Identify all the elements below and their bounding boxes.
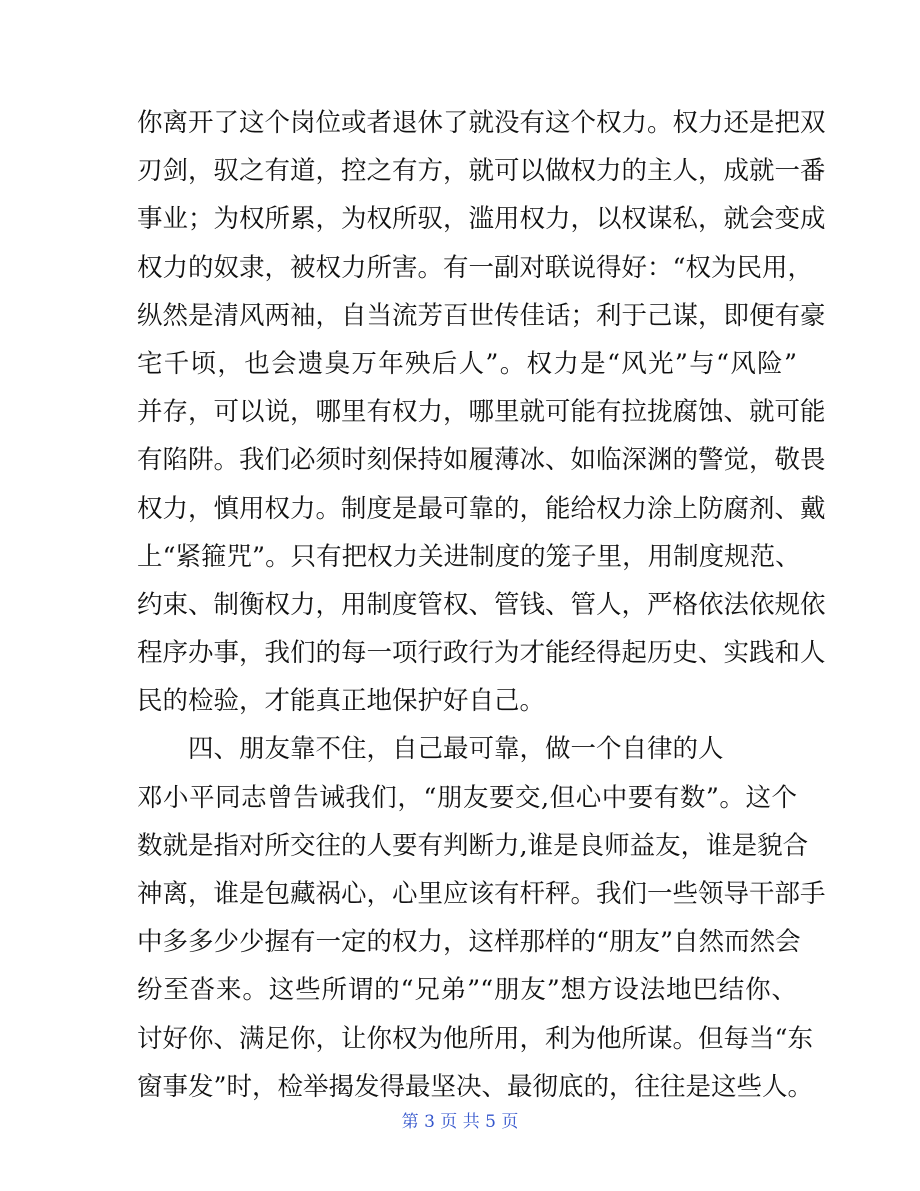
text-line: 宅千顷，也会遗臭万年殃后人”。权力是“风光”与“风险” (137, 348, 797, 379)
text-line: 中多多少少握有一定的权力，这样那样的“朋友”自然而然会 (137, 927, 801, 958)
text-line: 邓小平同志曾告诫我们，“朋友要交,但心中要有数”。这个 (137, 782, 797, 813)
document-body (137, 99, 826, 1111)
text-line: 讨好你、满足你，让你权为他所用，利为他所谋。但每当“东 (137, 1023, 814, 1054)
text-line: 有陷阱。我们必须时刻保持如履薄冰、如临深渊的警觉，敬畏 (137, 445, 826, 476)
page-footer (0, 1110, 920, 1134)
text-line: 纷至沓来。这些所谓的“兄弟”“朋友”想方设法地巴结你、 (137, 975, 797, 1006)
text-line: 权力的奴隶，被权力所害。有一副对联说得好：“权为民用， (137, 252, 814, 283)
text-line: 约束、制衡权力，用制度管权、管钱、管人，严格依法依规依 (137, 589, 826, 620)
text-line: 窗事发”时，检举揭发得最坚决、最彻底的，往往是这些人。 (137, 1071, 814, 1102)
section-heading: 四、朋友靠不住，自己最可靠，做一个自律的人 (188, 734, 724, 765)
text-line: 纵然是清风两袖，自当流芳百世传佳话；利于己谋，即便有豪 (137, 300, 826, 331)
text-line: 神离，谁是包藏祸心，心里应该有杆秤。我们一些领导干部手 (137, 879, 826, 909)
text-line: 权力，慎用权力。制度是最可靠的，能给权力涂上防腐剂、戴 (137, 493, 826, 524)
page-number-label: 第 3 页 共 5 页 (401, 1112, 519, 1132)
text-line: 数就是指对所交往的人要有判断力,谁是良师益友，谁是貌合 (137, 830, 809, 861)
text-line: 刃剑，驭之有道，控之有方，就可以做权力的主人，成就一番 (137, 156, 826, 187)
text-line: 程序办事，我们的每一项行政行为才能经得起历史、实践和人 (137, 638, 826, 669)
text-line: 民的检验，才能真正地保护好自己。 (137, 686, 546, 717)
text-line: 你离开了这个岗位或者退休了就没有这个权力。权力还是把双 (137, 108, 826, 138)
text-line: 事业；为权所累，为权所驭，滥用权力，以权谋私，就会变成 (137, 204, 826, 235)
text-line: 并存，可以说，哪里有权力，哪里就可能有拉拢腐蚀、就可能 (137, 397, 826, 428)
text-line: 上“紧箍咒”。只有把权力关进制度的笼子里，用制度规范、 (137, 541, 801, 572)
